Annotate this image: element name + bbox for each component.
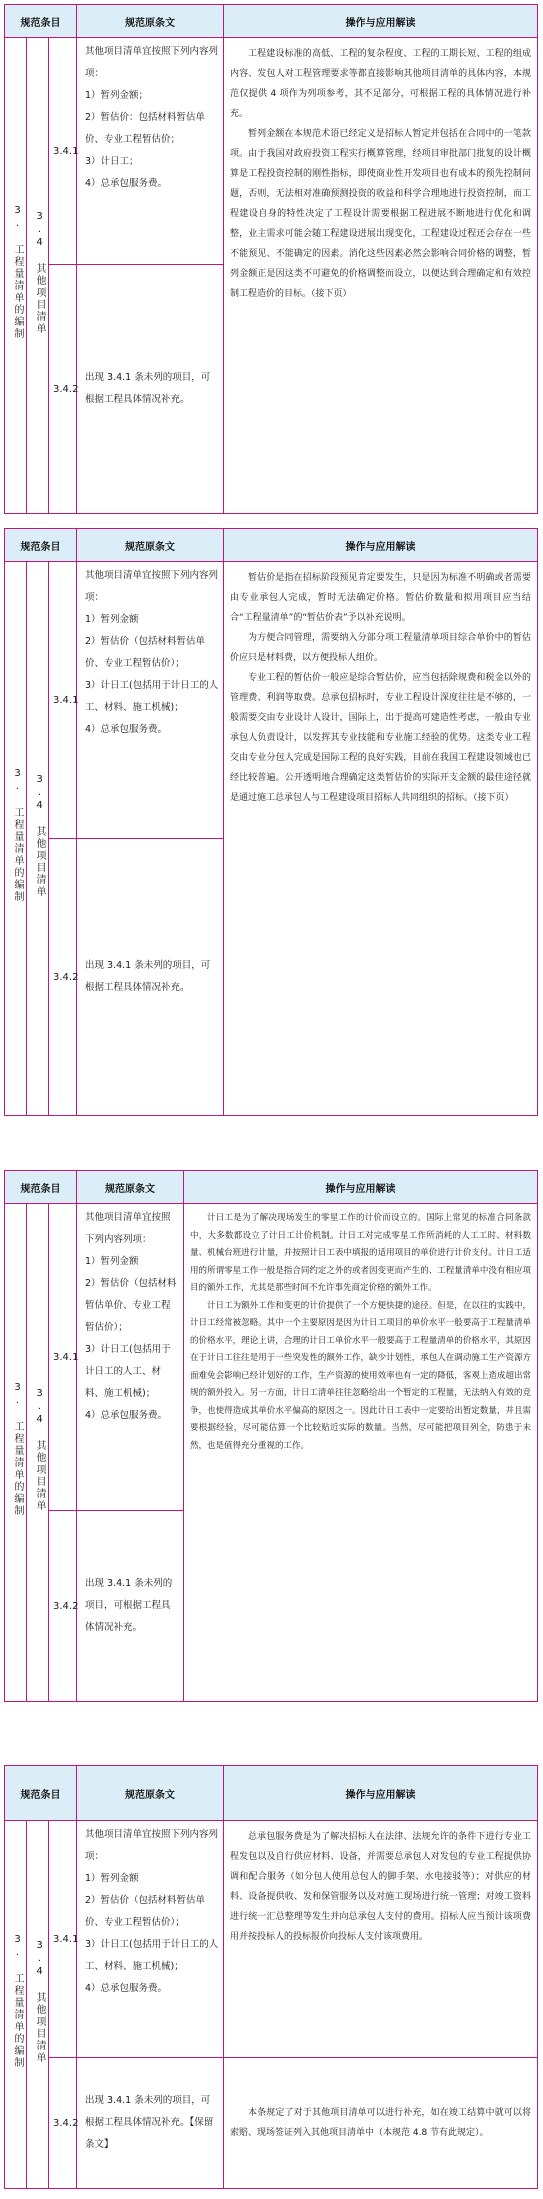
clause-341: 3.4.1 (49, 562, 77, 839)
chapter-label: 3. 工程量清单的编制 (12, 1382, 23, 1517)
section-cell (27, 1821, 49, 2189)
clause-341-text (77, 38, 224, 265)
chapter-cell (5, 1204, 27, 1702)
clause-342-text (77, 2058, 224, 2189)
explanation-text (224, 38, 538, 514)
header-clause: 规范条目 (5, 1766, 77, 1821)
paragraph: 计日工是为了解决现场发生的零星工作的计价而设立的。国际上常见的标准合同条款中，大多数都设立了计日工计价机制。计日工对完成零星工作所消耗的人工工时、材料数量、机械台班进行计量，并按照计日工表中填报的适用项目的单价进行计价支付。计日工适用的所谓零星工作一般是指合同约定之外的或者因变更而产生的、工程量清单中没有相应项目的额外工作，尤其是那些时间不允许事先商定价格的额外工作。 (190, 1213, 531, 1293)
header-explain: 操作与应用解读 (224, 529, 538, 562)
text-line: 出现 3.4.1 条未列的项目，可根据工程具体情况补充。 (85, 1578, 173, 1633)
text-line: 出现 3.4.1 条未列的项目，可根据工程具体情况补充。【保留条文】 (85, 2095, 214, 2150)
text-line: 2）暂估价（包括材料暂估单价、专业工程暂估价）； (85, 1278, 177, 1333)
text-line: 其他项目清单宜按照下列内容列项： (85, 1212, 171, 1245)
text-line: 1）暂列金额 (85, 1873, 139, 1884)
explanation-text (224, 562, 538, 1116)
section-label: 3.4 其他项目清单 (34, 1387, 45, 1512)
clause-341-text (77, 1204, 184, 1511)
clause-342: 3.4.2 (49, 1511, 77, 1702)
clause-342: 3.4.2 (49, 265, 77, 514)
header-original: 规范原条文 (77, 1171, 184, 1204)
chapter-label: 3. 工程量清单的编制 (12, 205, 23, 340)
header-explain: 操作与应用解读 (224, 5, 538, 38)
text-line: 4）总承包服务费。 (85, 1410, 168, 1421)
text-line: 其他项目清单宜按照下列内容列项： (85, 46, 219, 79)
clause-342: 3.4.2 (49, 2058, 77, 2189)
text-line: 2）暂估价（包括材料暂估单价、专业工程暂估价）； (85, 1895, 206, 1928)
clause-342-text (77, 839, 224, 1116)
text-line: 4）总承包服务费。 (85, 1983, 168, 1994)
header-original: 规范原条文 (77, 5, 224, 38)
paragraph: 暂估价是指在招标阶段预见肯定要发生，只是因为标准不明确或者需要由专业承包人完成，暂时无法确定价格。暂估价数量和拟用项目应当结合“工程量清单”的“暂估价表”予以补充说明。 (230, 573, 531, 623)
clause-342-text (77, 1511, 184, 1702)
text-line: 3）计日工(包括用于计日工的人工、材料、施工机械)； (85, 1344, 171, 1399)
header-explain: 操作与应用解读 (184, 1171, 538, 1204)
text-line: 2）暂估价（包括材料暂估单价、专业工程暂估价）； (85, 636, 206, 669)
table-block-4 (4, 1765, 538, 2189)
paragraph: 专业工程的暂估价一般应是综合暂估价，应当包括除规费和税金以外的管理费、利润等取费。总承包招标时，专业工程设计深度往往是不够的，一般需要交由专业设计人设计，国际上，出于提高可建造性考虑，一般由专业承包人负责设计，以发挥其专业技能和专业施工经验的优势。这类专业工程交由专业分包人完成是国际工程的良好实践，目前在我国工程建设领域也已经比较普遍。公开透明地合理确定这类暂估价的实际开支金额的最佳途径就是通过施工总承包人与工程建设项目招标人共同组织的招标。（接下页） (230, 673, 531, 803)
clause-341-text (77, 562, 224, 839)
paragraph: 总承包服务费是为了解决招标人在法律、法规允许的条件下进行专业工程发包以及自行供应材料、设备，并需要总承包人对发包的专业工程提供协调和配合服务（如分包人使用总包人的脚手架、水电接驳等）；对供应的材料、设备提供收、发和保管服务以及对施工现场进行统一管理；对竣工资料进行统一汇总整理等发生并向总承包人支付的费用。招标人应当预计该项费用并按投标人的投标报价向投标人支付该项费用。 (230, 1832, 531, 1942)
clause-341: 3.4.1 (49, 38, 77, 265)
chapter-label: 3. 工程量清单的编制 (12, 768, 23, 903)
paragraph: 为方便合同管理，需要纳入分部分项工程量清单项目综合单价中的暂估价应只是材料费，以方便投标人组价。 (230, 633, 531, 663)
chapter-cell (5, 1821, 27, 2189)
text-line: 其他项目清单宜按照下列内容列项： (85, 570, 219, 603)
header-clause: 规范条目 (5, 1171, 77, 1204)
chapter-cell (5, 562, 27, 1116)
clause-342-text (77, 265, 224, 514)
text-line: 3）计日工(包括用于计日工的人工、材料、施工机械)； (85, 1939, 219, 1972)
table-block-2 (4, 528, 538, 1116)
text-line: 其他项目清单宜按照下列内容列项： (85, 1829, 219, 1862)
explanation-341 (224, 1821, 538, 2058)
section-label: 3.4 其他项目清单 (34, 773, 45, 898)
spec-table (4, 528, 538, 1116)
text-line: 1）暂列金额 (85, 614, 139, 625)
chapter-label: 3. 工程量清单的编制 (12, 1934, 23, 2069)
paragraph: 计日工为额外工作和变更的计价提供了一个方便快捷的途径。但是，在以往的实践中，计日工经常被忽略。其中一个主要原因是因为计日工项目的单价水平一般要高于工程量清单的价格水平，理论上讲，合理的计日工单价水平一般要高于工程量清单的价格水平，其原因在于计日工往往是用于一些突发性的额外工作，缺少计划性，承包人在调动施工生产资源方面难免会影响已经计划好的工作，生产资源的使用效率也有一定的降低，客观上造成超出常规的额外投入。另一方面，计日工清单往往忽略给出一个暂定的工程量，无法纳入有效的竞争，也使得造成其单价水平偏高的原因之一。因此计日工表中一定要给出暂定数量，并且需要根据经验，尽可能估算一个比较贴近实际的数量。当然，尽可能把项目列全，防患于未然，也是值得充分重视的工作。 (190, 1300, 531, 1451)
text-line: 3）计日工； (85, 156, 139, 167)
spec-table (4, 1170, 538, 1702)
section-cell (27, 562, 49, 1116)
explanation-342 (224, 2058, 538, 2189)
header-original: 规范原条文 (77, 1766, 224, 1821)
text-line: 4）总承包服务费。 (85, 724, 168, 735)
text-line: 1）暂列金额 (85, 1256, 139, 1267)
spec-table (4, 1765, 538, 2189)
table-block-1 (4, 4, 538, 514)
header-clause: 规范条目 (5, 5, 77, 38)
section-label: 3.4 其他项目清单 (34, 210, 45, 335)
header-original: 规范原条文 (77, 529, 224, 562)
section-cell (27, 1204, 49, 1702)
text-line: 1）暂列金额； (85, 90, 149, 101)
header-explain: 操作与应用解读 (224, 1766, 538, 1821)
text-line: 4）总承包服务费。 (85, 178, 168, 189)
header-clause: 规范条目 (5, 529, 77, 562)
clause-341: 3.4.1 (49, 1821, 77, 2058)
spec-table (4, 4, 538, 514)
clause-341: 3.4.1 (49, 1204, 77, 1511)
chapter-cell (5, 38, 27, 514)
clause-341-text (77, 1821, 224, 2058)
paragraph: 暂列金额在本规范术语已经定义是招标人暂定并包括在合同中的一笔款项。由于我国对政府投资工程实行概算管理，经项目审批部门批复的设计概算是工程投资控制的刚性指标，即使商业性开发项目也有成本的预先控制问题，否则，无法相对准确预测投资的收益和科学合理地进行投资控制，而工程建设自身的特性决定了工程设计需要根据工程进展不断地进行优化和调整，业主需求可能会随工程建设进展出现变化，工程建设过程还会存在一些不能预见、不能确定的因素。消化这些因素必然会影响合同价格的调整，暂列金额正是因这类不可避免的价格调整而设立，以便达到合理确定和有效控制工程造价的目标。（接下页） (230, 129, 531, 299)
text-line: 出现 3.4.1 条未列的项目，可根据工程具体情况补充。 (85, 372, 211, 405)
table-block-3 (4, 1170, 538, 1702)
section-cell (27, 38, 49, 514)
clause-342: 3.4.2 (49, 839, 77, 1116)
explanation-text (184, 1204, 538, 1702)
paragraph: 工程建设标准的高低、工程的复杂程度、工程的工期长短、工程的组成内容、发包人对工程管理要求等都直接影响其他项目清单的具体内容，本规范仅提供 4 项作为列项参考，其不足部分，可根据工程的具体情况进行补充。 (230, 49, 531, 119)
paragraph: 本条规定了对于其他项目清单可以进行补充，如在竣工结算中就可以将索赔、现场签证列入其他项目清单中（本规范 4.8 节有此规定）。 (230, 2108, 531, 2138)
text-line: 3）计日工(包括用于计日工的人工、材料、施工机械)； (85, 680, 219, 713)
text-line: 出现 3.4.1 条未列的项目，可根据工程具体情况补充。 (85, 960, 211, 993)
section-label: 3.4 其他项目清单 (34, 1939, 45, 2064)
text-line: 2）暂估价：包括材料暂估单价、专业工程暂估价； (85, 112, 206, 145)
